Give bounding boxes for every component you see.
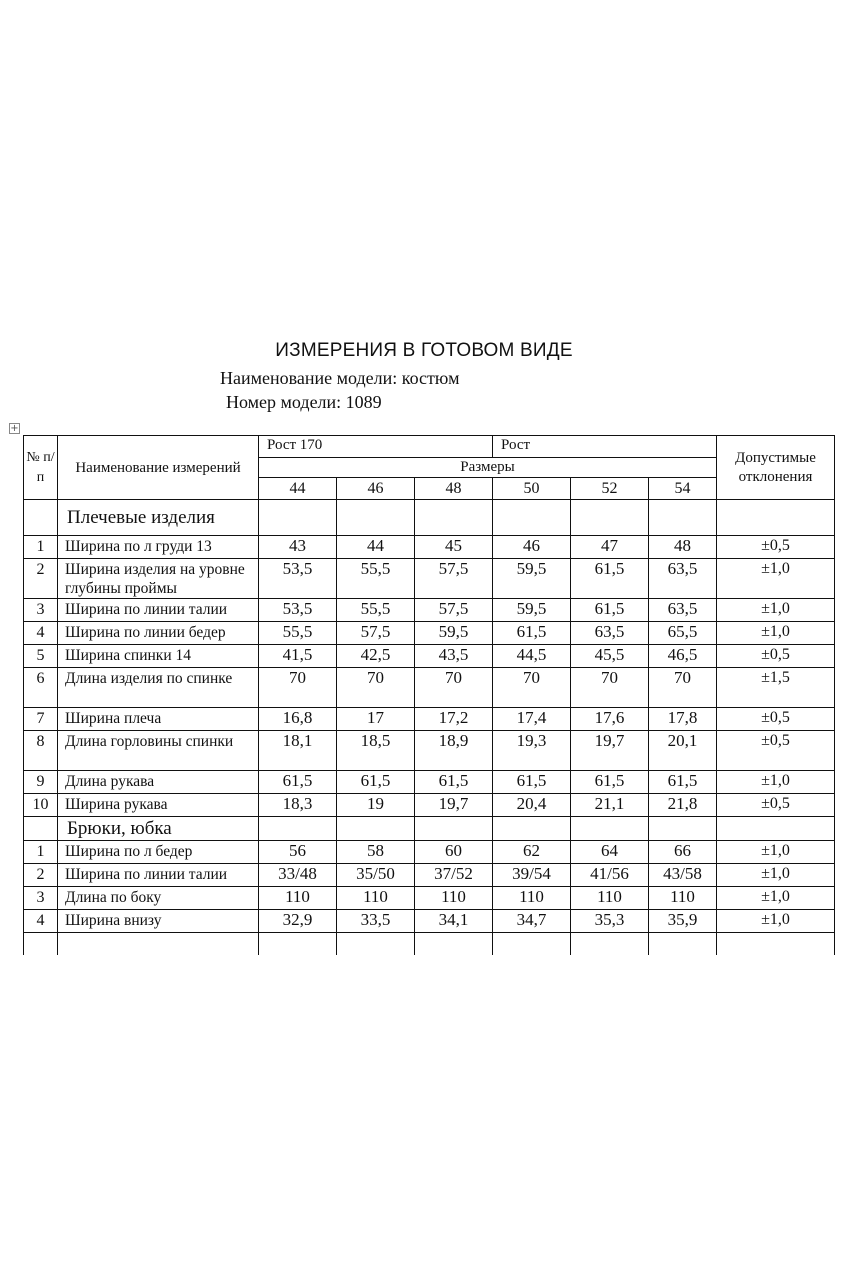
measurement-value: 57,5 [415,559,493,599]
tolerance-value: ±1,0 [717,864,835,887]
measurement-value: 37/52 [415,864,493,887]
section-empty-cell [493,500,571,536]
row-number: 5 [24,645,58,668]
section-row [24,500,835,536]
row-number: 4 [24,910,58,933]
measurement-value: 61,5 [259,771,337,794]
measurement-value: 39/54 [493,864,571,887]
section-empty-cell [493,817,571,841]
measurement-value: 19,7 [415,794,493,817]
measurement-name: Ширина спинки 14 [58,645,259,668]
empty-cell [493,933,571,955]
table-row [24,887,835,910]
tolerance-value: ±0,5 [717,536,835,559]
measurement-value: 18,9 [415,731,493,771]
table-row [24,536,835,559]
tolerance-value: ±1,0 [717,841,835,864]
row-number: 10 [24,794,58,817]
row-number: 6 [24,668,58,708]
measurement-name: Ширина внизу [58,910,259,933]
row-number: 2 [24,864,58,887]
section-row [24,817,835,841]
header-measurement-name: Наименование измерений [58,436,259,500]
measurement-value: 35,3 [571,910,649,933]
table-row [24,771,835,794]
measurement-value: 19,3 [493,731,571,771]
tolerance-value: ±1,0 [717,910,835,933]
measurement-value: 110 [259,887,337,910]
empty-cell [415,933,493,955]
measurement-value: 61,5 [493,771,571,794]
measurement-value: 41/56 [571,864,649,887]
measurement-name: Ширина по линии бедер [58,622,259,645]
measurement-value: 17,2 [415,708,493,731]
measurement-value: 61,5 [649,771,717,794]
row-number: 4 [24,622,58,645]
header-height-170: Рост 170 [259,436,493,458]
measurement-value: 33,5 [337,910,415,933]
model-name-line: Наименование модели: костюм [220,368,460,388]
measurement-value: 17,8 [649,708,717,731]
measurement-name: Ширина рукава [58,794,259,817]
size-header: 44 [259,478,337,500]
section-empty-cell [649,500,717,536]
tolerance-value: ±1,0 [717,887,835,910]
row-number: 3 [24,599,58,622]
measurement-value: 59,5 [415,622,493,645]
size-header: 52 [571,478,649,500]
measurement-value: 56 [259,841,337,864]
measurement-value: 70 [259,668,337,708]
measurement-value: 62 [493,841,571,864]
measurement-value: 70 [337,668,415,708]
measurement-name: Ширина по л груди 13 [58,536,259,559]
measurement-value: 55,5 [259,622,337,645]
measurement-value: 63,5 [649,559,717,599]
measurement-value: 110 [649,887,717,910]
empty-cell [58,933,259,955]
table-row [24,731,835,771]
measurement-value: 44 [337,536,415,559]
table-row [24,668,835,708]
measurement-value: 59,5 [493,559,571,599]
measurement-value: 18,1 [259,731,337,771]
section-empty-cell [649,817,717,841]
section-empty-cell [717,817,835,841]
measurement-value: 55,5 [337,559,415,599]
measurement-value: 43,5 [415,645,493,668]
empty-cell [259,933,337,955]
section-number-cell [24,500,58,536]
row-number: 8 [24,731,58,771]
section-empty-cell [337,817,415,841]
measurement-value: 19,7 [571,731,649,771]
table-row [24,864,835,887]
empty-cell [571,933,649,955]
measurement-value: 53,5 [259,599,337,622]
measurement-name: Длина изделия по спинке [58,668,259,708]
measurement-value: 17,6 [571,708,649,731]
measurement-value: 46,5 [649,645,717,668]
measurement-value: 21,1 [571,794,649,817]
empty-row [24,933,835,955]
section-empty-cell [259,500,337,536]
measurement-value: 34,7 [493,910,571,933]
measurement-value: 41,5 [259,645,337,668]
measurement-name: Ширина по линии талии [58,864,259,887]
measurement-name: Ширина по л бедер [58,841,259,864]
section-empty-cell [337,500,415,536]
row-number: 9 [24,771,58,794]
table-row [24,910,835,933]
measurement-value: 42,5 [337,645,415,668]
measurement-value: 70 [649,668,717,708]
measurement-value: 60 [415,841,493,864]
measurement-value: 61,5 [337,771,415,794]
measurement-value: 48 [649,536,717,559]
table-row [24,794,835,817]
table-row [24,622,835,645]
row-number: 2 [24,559,58,599]
header-number: № п/ п [24,436,58,500]
section-empty-cell [415,500,493,536]
tolerance-value: ±1,5 [717,668,835,708]
measurement-value: 35,9 [649,910,717,933]
tolerance-value: ±1,0 [717,622,835,645]
measurement-value: 34,1 [415,910,493,933]
measurement-value: 110 [493,887,571,910]
row-number: 1 [24,536,58,559]
table-move-handle-icon[interactable]: + [10,423,19,434]
measurement-value: 61,5 [571,771,649,794]
measurement-value: 45 [415,536,493,559]
tolerance-value: ±0,5 [717,731,835,771]
measurement-value: 55,5 [337,599,415,622]
table-row [24,645,835,668]
tolerance-value: ±0,5 [717,794,835,817]
section-empty-cell [717,500,835,536]
measurement-value: 61,5 [571,599,649,622]
tolerance-value: ±1,0 [717,599,835,622]
measurement-value: 32,9 [259,910,337,933]
empty-cell [337,933,415,955]
size-header: 48 [415,478,493,500]
measurement-value: 21,8 [649,794,717,817]
measurement-value: 63,5 [571,622,649,645]
measurement-value: 33/48 [259,864,337,887]
measurement-value: 20,1 [649,731,717,771]
size-header: 46 [337,478,415,500]
table-row [24,708,835,731]
section-title: Плечевые изделия [58,500,259,536]
table-row [24,559,835,599]
empty-cell [717,933,835,955]
header-height-2: Рост [493,436,717,458]
header-tolerance: Допустимые отклонения [717,436,835,500]
measurement-value: 59,5 [493,599,571,622]
tolerance-value: ±1,0 [717,771,835,794]
measurement-name: Длина по боку [58,887,259,910]
section-empty-cell [571,500,649,536]
measurement-value: 46 [493,536,571,559]
row-number: 3 [24,887,58,910]
measurement-name: Длина рукава [58,771,259,794]
empty-cell [24,933,58,955]
table-row [24,841,835,864]
section-empty-cell [259,817,337,841]
measurement-value: 61,5 [415,771,493,794]
measurement-value: 57,5 [415,599,493,622]
size-header: 54 [649,478,717,500]
row-number: 7 [24,708,58,731]
measurement-value: 70 [415,668,493,708]
measurement-value: 18,3 [259,794,337,817]
measurement-name: Ширина по линии талии [58,599,259,622]
measurement-value: 57,5 [337,622,415,645]
measurement-value: 44,5 [493,645,571,668]
measurement-value: 61,5 [571,559,649,599]
measurement-value: 110 [415,887,493,910]
measurement-value: 63,5 [649,599,717,622]
empty-cell [649,933,717,955]
section-number-cell [24,817,58,841]
section-title: Брюки, юбка [58,817,259,841]
table-row [24,599,835,622]
tolerance-value: ±0,5 [717,708,835,731]
measurement-value: 47 [571,536,649,559]
section-empty-cell [571,817,649,841]
measurement-value: 17 [337,708,415,731]
document-title: ИЗМЕРЕНИЯ В ГОТОВОМ ВИДЕ [275,340,573,361]
size-header: 50 [493,478,571,500]
measurement-value: 19 [337,794,415,817]
measurement-value: 18,5 [337,731,415,771]
measurement-value: 110 [571,887,649,910]
section-empty-cell [415,817,493,841]
measurement-value: 43/58 [649,864,717,887]
row-number: 1 [24,841,58,864]
measurement-value: 64 [571,841,649,864]
measurement-value: 65,5 [649,622,717,645]
measurement-value: 43 [259,536,337,559]
measurement-value: 66 [649,841,717,864]
measurement-value: 17,4 [493,708,571,731]
measurement-name: Ширина плеча [58,708,259,731]
measurement-value: 16,8 [259,708,337,731]
measurement-value: 58 [337,841,415,864]
measurement-value: 35/50 [337,864,415,887]
measurement-value: 110 [337,887,415,910]
measurement-name: Ширина изделия на уровне глубины проймы [58,559,259,599]
tolerance-value: ±1,0 [717,559,835,599]
measurement-value: 70 [571,668,649,708]
measurement-value: 20,4 [493,794,571,817]
measurements-table [23,435,835,955]
tolerance-value: ±0,5 [717,645,835,668]
measurement-value: 61,5 [493,622,571,645]
measurement-value: 45,5 [571,645,649,668]
measurement-value: 53,5 [259,559,337,599]
measurement-value: 70 [493,668,571,708]
model-number-line: Номер модели: 1089 [226,392,382,412]
measurement-name: Длина горловины спинки [58,731,259,771]
header-sizes: Размеры [259,458,717,478]
